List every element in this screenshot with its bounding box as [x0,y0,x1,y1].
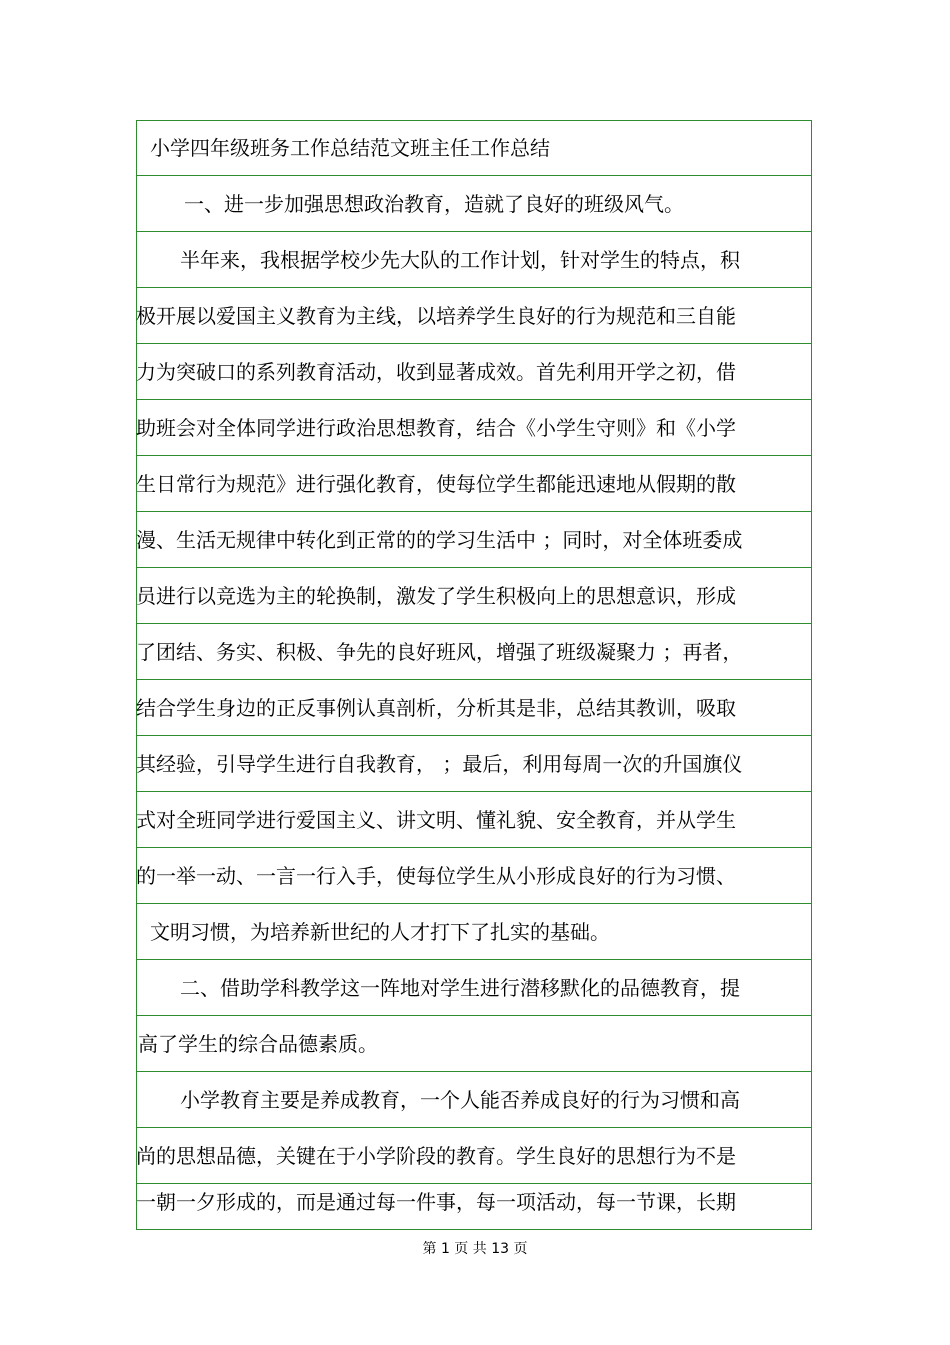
text-line-content: 式对全班同学进行爱国主义、讲文明、懂礼貌、安全教育，并从学生 [136,808,736,832]
text-line [136,176,812,232]
text-line-content: 尚的思想品德，关键在于小学阶段的教育。学生良好的思想行为不是 [136,1144,736,1168]
text-line-content: 生日常行为规范》进行强化教育，使每位学生都能迅速地从假期的散 [136,472,736,496]
text-line [136,288,812,344]
text-line [136,792,812,848]
text-line-content: 助班会对全体同学进行政治思想教育，结合《小学生守则》和《小学 [136,416,736,440]
text-line-content: 一朝一夕形成的，而是通过每一件事，每一项活动，每一节课，长期 [136,1190,736,1214]
text-line [136,736,812,792]
text-line [136,848,812,904]
text-line [136,512,812,568]
text-line-content: 其经验，引导学生进行自我教育， ；最后，利用每周一次的升国旗仪 [136,752,743,776]
text-line [136,680,812,736]
text-line-content: 高了学生的综合品德素质。 [138,1032,378,1056]
text-line [136,344,812,400]
text-line [136,456,812,512]
text-line-content: 员进行以竞选为主的轮换制，激发了学生积极向上的思想意识，形成 [136,584,736,608]
title-row [136,120,812,176]
text-line [136,960,812,1016]
text-line-content: 极开展以爱国主义教育为主线，以培养学生良好的行为规范和三自能 [136,304,736,328]
page-footer: 第 1 页 共 13 页 [422,1241,528,1257]
text-line [136,1072,812,1128]
text-line [136,232,812,288]
text-line-content: 力为突破口的系列教育活动，收到显著成效。首先利用开学之初，借 [136,360,736,384]
text-line [136,400,812,456]
text-line-content: 文明习惯，为培养新世纪的人才打下了扎实的基础。 [150,920,610,944]
text-line [136,904,812,960]
text-line-content: 的一举一动、一言一行入手，使每位学生从小形成良好的行为习惯、 [136,864,736,888]
text-line-content: 小学教育主要是养成教育，一个人能否养成良好的行为习惯和高 [180,1088,740,1112]
text-line [136,624,812,680]
text-line-content: 漫、生活无规律中转化到正常的的学习生活中 ；同时，对全体班委成 [136,528,743,552]
text-line-content: 二、借助学科教学这一阵地对学生进行潜移默化的品德教育，提 [180,976,740,1000]
text-line [136,568,812,624]
text-line-content: 一、进一步加强思想政治教育，造就了良好的班级风气。 [184,192,684,216]
text-line [136,1174,812,1230]
text-line-content: 半年来，我根据学校少先大队的工作计划，针对学生的特点，积 [180,248,740,272]
document-title: 小学四年级班务工作总结范文班主任工作总结 [150,136,550,160]
text-line-content: 了团结、务实、积极、争先的良好班风，增强了班级凝聚力 ；再者， [136,640,743,664]
text-line-content: 结合学生身边的正反事例认真剖析，分析其是非，总结其教训，吸取 [136,696,736,720]
text-line [136,1016,812,1072]
